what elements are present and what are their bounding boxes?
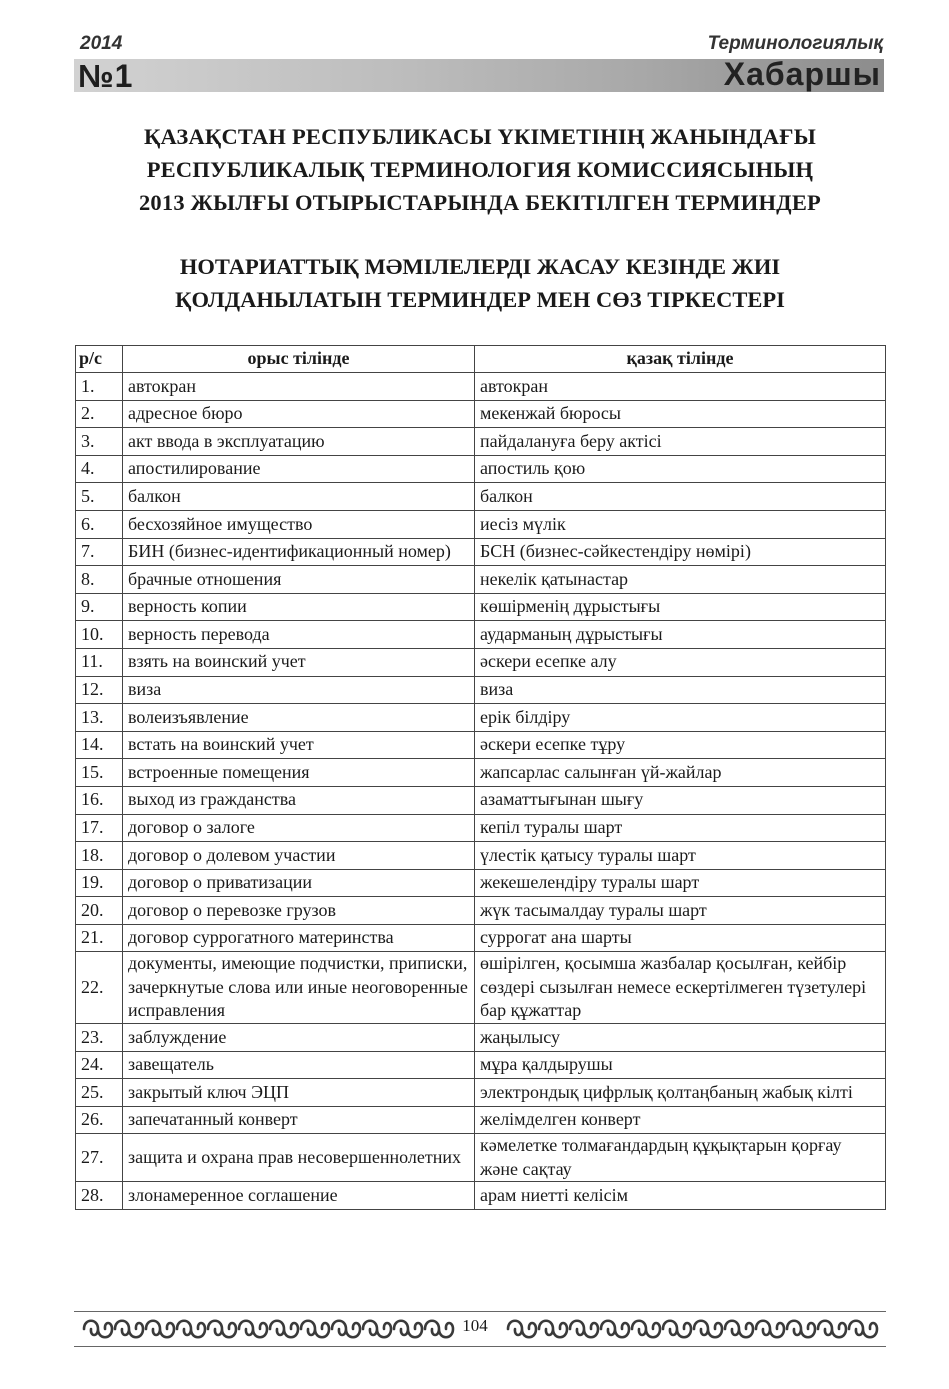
column-header-russian: орыс тілінде [123, 346, 475, 373]
term-kazakh: пайдалануға беру актісі [475, 428, 886, 456]
section-title [60, 250, 900, 316]
term-russian: злонамеренное соглашение [123, 1182, 475, 1210]
term-russian: балкон [123, 483, 475, 511]
terms-table-header-row [76, 346, 886, 373]
term-kazakh: аударманың дұрыстығы [475, 621, 886, 649]
term-kazakh: жапсарлас салынған үй-жайлар [475, 759, 886, 787]
row-number: 28. [76, 1182, 123, 1210]
term-kazakh: автокран [475, 373, 886, 401]
ornament-left-icon [80, 1315, 455, 1343]
row-number: 18. [76, 842, 123, 870]
table-row [76, 676, 886, 704]
term-russian: брачные отношения [123, 566, 475, 594]
table-row [76, 621, 886, 649]
term-russian: взять на воинский учет [123, 648, 475, 676]
table-row [76, 1134, 886, 1182]
table-row [76, 593, 886, 621]
row-number: 8. [76, 566, 123, 594]
table-row [76, 648, 886, 676]
term-kazakh: некелік қатынастар [475, 566, 886, 594]
term-kazakh: әскери есепке алу [475, 648, 886, 676]
term-kazakh: ерік білдіру [475, 704, 886, 732]
row-number: 6. [76, 510, 123, 538]
table-row [76, 731, 886, 759]
term-kazakh: мұра қалдырушы [475, 1051, 886, 1079]
row-number: 3. [76, 428, 123, 456]
term-russian: встать на воинский учет [123, 731, 475, 759]
row-number: 22. [76, 952, 123, 1024]
term-kazakh: арам ниетті келісім [475, 1182, 886, 1210]
terms-table [75, 345, 886, 1210]
term-russian: заблуждение [123, 1023, 475, 1051]
term-kazakh: электрондық цифрлық қолтаңбаның жабық кілті [475, 1079, 886, 1107]
row-number: 10. [76, 621, 123, 649]
row-number: 7. [76, 538, 123, 566]
row-number: 27. [76, 1134, 123, 1182]
term-russian: закрытый ключ ЭЦП [123, 1079, 475, 1107]
table-row [76, 704, 886, 732]
section-title-line: ҚОЛДАНЫЛАТЫН ТЕРМИНДЕР МЕН СӨЗ ТІРКЕСТЕРІ [175, 287, 785, 312]
row-number: 12. [76, 676, 123, 704]
term-kazakh: желімделген конверт [475, 1106, 886, 1134]
term-russian: верность копии [123, 593, 475, 621]
term-kazakh: жаңылысу [475, 1023, 886, 1051]
table-row [76, 538, 886, 566]
term-kazakh: әскери есепке тұру [475, 731, 886, 759]
term-russian: выход из гражданства [123, 786, 475, 814]
row-number: 25. [76, 1079, 123, 1107]
terms-table-body [76, 373, 886, 1210]
table-row [76, 869, 886, 897]
term-kazakh: суррогат ана шарты [475, 924, 886, 952]
row-number: 9. [76, 593, 123, 621]
term-russian: договор о залоге [123, 814, 475, 842]
term-russian: договор суррогатного материнства [123, 924, 475, 952]
term-russian: автокран [123, 373, 475, 401]
row-number: 5. [76, 483, 123, 511]
term-russian: договор о приватизации [123, 869, 475, 897]
table-row [76, 1106, 886, 1134]
table-row [76, 566, 886, 594]
term-russian: встроенные помещения [123, 759, 475, 787]
term-kazakh: апостиль қою [475, 455, 886, 483]
header-journal-subtitle: Терминологиялық [707, 33, 883, 54]
row-number: 2. [76, 400, 123, 428]
term-russian: адресное бюро [123, 400, 475, 428]
row-number: 14. [76, 731, 123, 759]
term-russian: защита и охрана прав несовершеннолетних [123, 1134, 475, 1182]
row-number: 21. [76, 924, 123, 952]
row-number: 24. [76, 1051, 123, 1079]
header-journal-name: Хабаршы [723, 56, 881, 92]
ornament-right-icon [504, 1315, 879, 1343]
term-kazakh: жекешелендіру туралы шарт [475, 869, 886, 897]
column-header-number: р/с [76, 346, 123, 373]
document-title-line: 2013 ЖЫЛҒЫ ОТЫРЫСТАРЫНДА БЕКІТІЛГЕН ТЕРМИНДЕР [138, 190, 821, 215]
term-kazakh: БСН (бизнес-сәйкестендіру нөмірі) [475, 538, 886, 566]
term-kazakh: жүк тасымалдау туралы шарт [475, 897, 886, 925]
row-number: 11. [76, 648, 123, 676]
row-number: 16. [76, 786, 123, 814]
term-russian: договор о перевозке грузов [123, 897, 475, 925]
term-kazakh: кепіл туралы шарт [475, 814, 886, 842]
term-kazakh: кәмелетке толмағандардың құқықтарын қорғау және сақтау [475, 1134, 886, 1182]
table-row [76, 1023, 886, 1051]
term-russian: договор о долевом участии [123, 842, 475, 870]
term-kazakh: мекенжай бюросы [475, 400, 886, 428]
table-row [76, 400, 886, 428]
row-number: 15. [76, 759, 123, 787]
term-russian: виза [123, 676, 475, 704]
row-number: 19. [76, 869, 123, 897]
table-row [76, 510, 886, 538]
table-row [76, 897, 886, 925]
row-number: 20. [76, 897, 123, 925]
table-row [76, 924, 886, 952]
term-russian: акт ввода в эксплуатацию [123, 428, 475, 456]
table-row [76, 428, 886, 456]
term-russian: бесхозяйное имущество [123, 510, 475, 538]
document-title-line: ҚАЗАҚСТАН РЕСПУБЛИКАСЫ ҮКІМЕТІНІҢ ЖАНЫНДАҒЫ [144, 124, 816, 149]
term-russian: волеизъявление [123, 704, 475, 732]
row-number: 26. [76, 1106, 123, 1134]
table-row [76, 1079, 886, 1107]
term-kazakh: азаматтығынан шығу [475, 786, 886, 814]
term-kazakh: балкон [475, 483, 886, 511]
table-row [76, 814, 886, 842]
term-russian: БИН (бизнес-идентификационный номер) [123, 538, 475, 566]
term-kazakh: үлестік қатысу туралы шарт [475, 842, 886, 870]
table-row [76, 1051, 886, 1079]
table-row [76, 842, 886, 870]
table-row [76, 952, 886, 1024]
table-row [76, 483, 886, 511]
term-kazakh: өшірілген, қосымша жазбалар қосылған, кейбір сөздері сызылған немесе ескертілмеген түзетулері бар құжаттар [475, 952, 886, 1024]
table-row [76, 759, 886, 787]
document-title [60, 120, 900, 219]
table-row [76, 1182, 886, 1210]
row-number: 13. [76, 704, 123, 732]
term-russian: документы, имеющие подчистки, приписки, зачеркнутые слова или иные неоговоренные исправления [123, 952, 475, 1024]
table-row [76, 455, 886, 483]
column-header-kazakh: қазақ тілінде [475, 346, 886, 373]
term-russian: завещатель [123, 1051, 475, 1079]
page-number: 104 [455, 1316, 495, 1336]
row-number: 1. [76, 373, 123, 401]
term-kazakh: иесіз мүлік [475, 510, 886, 538]
header-issue-number: №1 [78, 58, 134, 94]
row-number: 4. [76, 455, 123, 483]
term-kazakh: көшірменің дұрыстығы [475, 593, 886, 621]
row-number: 23. [76, 1023, 123, 1051]
header-year: 2014 [80, 33, 123, 54]
term-russian: апостилирование [123, 455, 475, 483]
term-kazakh: виза [475, 676, 886, 704]
term-russian: верность перевода [123, 621, 475, 649]
document-title-line: РЕСПУБЛИКАЛЫҚ ТЕРМИНОЛОГИЯ КОМИССИЯСЫНЫҢ [146, 157, 814, 182]
term-russian: запечатанный конверт [123, 1106, 475, 1134]
table-row [76, 373, 886, 401]
table-row [76, 786, 886, 814]
row-number: 17. [76, 814, 123, 842]
section-title-line: НОТАРИАТТЫҚ МӘМІЛЕЛЕРДІ ЖАСАУ КЕЗІНДЕ ЖИІ [179, 254, 781, 279]
